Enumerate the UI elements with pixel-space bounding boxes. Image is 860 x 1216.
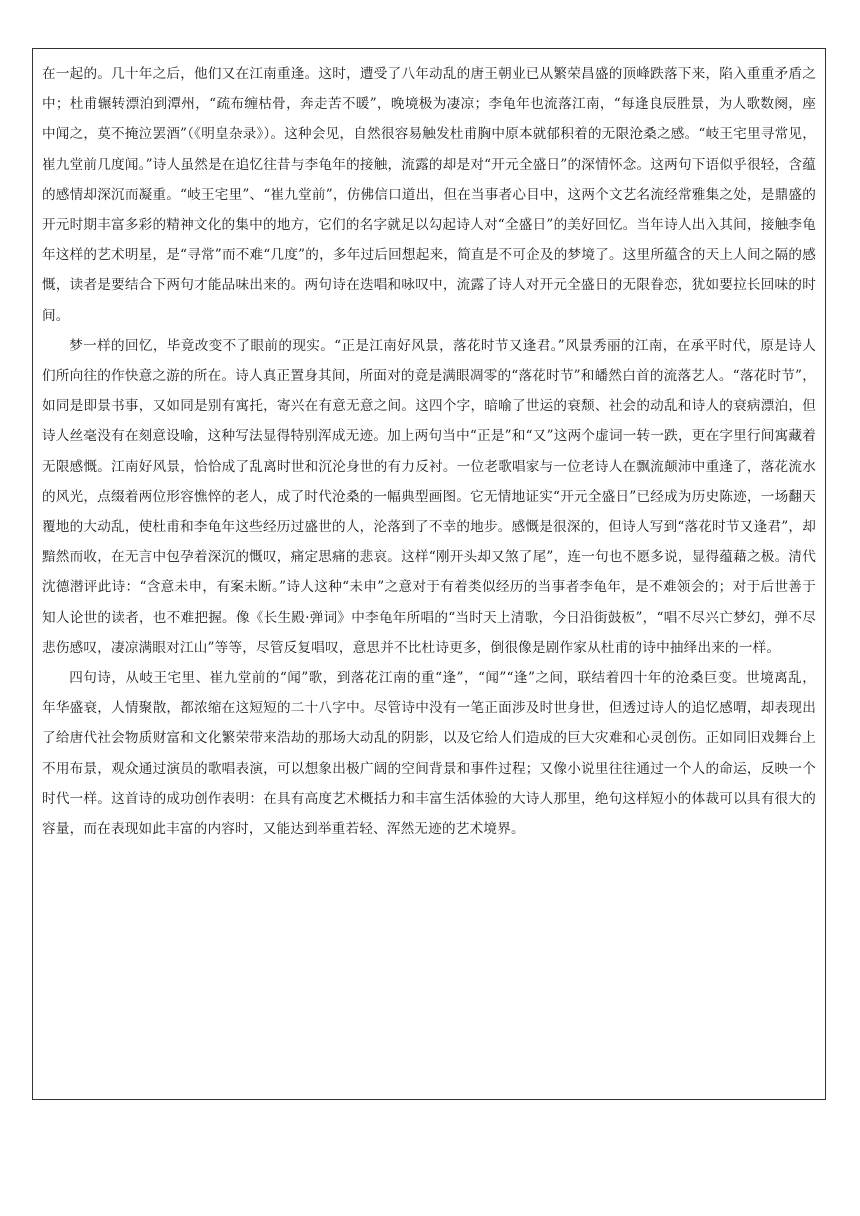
document-body bbox=[42, 59, 816, 844]
paragraph-3: 四句诗，从岐王宅里、崔九堂前的“闻”歌，到落花江南的重“逢”，“闻”“逢”之间，联结着四十年的沧桑巨变。世境离乱，年华盛衰，人情聚散，都浓缩在这短短的二十八字中。尽管诗中没有一笔正面涉及时世身世，但透过诗人的追忆感喟，却表现出了给唐代社会物质财富和文化繁荣带来浩劫的那场大动乱的阴影，以及它给人们造成的巨大灾难和心灵创伤。正如同旧戏舞台上不用布景，观众通过演员的歌唱表演，可以想象出极广阔的空间背景和事件过程；又像小说里往往通过一个人的命运，反映一个时代一样。这首诗的成功创作表明：在具有高度艺术概括力和丰富生活体验的大诗人那里，绝句这样短小的体裁可以具有很大的容量，而在表现如此丰富的内容时，又能达到举重若轻、浑然无迹的艺术境界。 bbox=[42, 670, 816, 838]
document-frame bbox=[32, 48, 826, 1100]
paragraph-1: 在一起的。几十年之后，他们又在江南重逢。这时，遭受了八年动乱的唐王朝业已从繁荣昌盛的顶峰跌落下来，陷入重重矛盾之中；杜甫辗转漂泊到潭州，“疏布缠枯骨，奔走苦不暖”，晚境极为凄凉；李龟年也流落江南，“每逢良辰胜景，为人歌数阕，座中闻之，莫不掩泣罢酒”（《明皇杂录》）。这种会见，自然很容易触发杜甫胸中原本就郁积着的无限沧桑之感。“岐王宅里寻常见，崔九堂前几度闻。”诗人虽然是在追忆往昔与李龟年的接触，流露的却是对“开元全盛日”的深情怀念。这两句下语似乎很轻，含蕴的感情却深沉而凝重。“岐王宅里”、“崔九堂前”，仿佛信口道出，但在当事者心目中，这两个文艺名流经常雅集之处，是鼎盛的开元时期丰富多彩的精神文化的集中的地方，它们的名字就足以勾起诗人对“全盛日”的美好回忆。当年诗人出入其间，接触李龟年这样的艺术明星，是“寻常”而不难“几度”的，多年过后回想起来，简直是不可企及的梦境了。这里所蕴含的天上人间之隔的感慨，读者是要结合下两句才能品味出来的。两句诗在迭唱和咏叹中，流露了诗人对开元全盛日的无限眷恋，犹如要拉长回味的时间。 bbox=[42, 66, 816, 324]
paragraph-2: 梦一样的回忆，毕竟改变不了眼前的现实。“正是江南好风景，落花时节又逢君。”风景秀丽的江南，在承平时代，原是诗人们所向往的作快意之游的所在。诗人真正置身其间，所面对的竟是满眼凋零的“落花时节”和皤然白首的流落艺人。“落花时节”，如同是即景书事，又如同是别有寓托，寄兴在有意无意之间。这四个字，暗喻了世运的衰颓、社会的动乱和诗人的衰病漂泊，但诗人丝毫没有在刻意设喻，这种写法显得特别浑成无迹。加上两句当中“正是”和“又”这两个虚词一转一跌，更在字里行间寓藏着无限感慨。江南好风景，恰恰成了乱离时世和沉沦身世的有力反衬。一位老歌唱家与一位老诗人在飘流颠沛中重逢了，落花流水的风光，点缀着两位形容憔悴的老人，成了时代沧桑的一幅典型画图。它无情地证实“开元全盛日”已经成为历史陈迹，一场翻天覆地的大动乱，使杜甫和李龟年这些经历过盛世的人，沦落到了不幸的地步。感慨是很深的，但诗人写到“落花时节又逢君”，却黯然而收，在无言中包孕着深沉的慨叹，痛定思痛的悲哀。这样“刚开头却又煞了尾”，连一句也不愿多说，显得蕴藉之极。清代沈德潜评此诗：“含意未申，有案未断。”诗人这种“未申”之意对于有着类似经历的当事者李龟年，是不难领会的；对于后世善于知人论世的读者，也不难把握。像《长生殿·弹词》中李龟年所唱的“当时天上清歌，今日沿街鼓板”，“唱不尽兴亡梦幻，弹不尽悲伤感叹，凄凉满眼对江山”等等，尽管反复唱叹，意思并不比杜诗更多，倒很像是剧作家从杜甫的诗中抽绎出来的一样。 bbox=[42, 337, 816, 656]
